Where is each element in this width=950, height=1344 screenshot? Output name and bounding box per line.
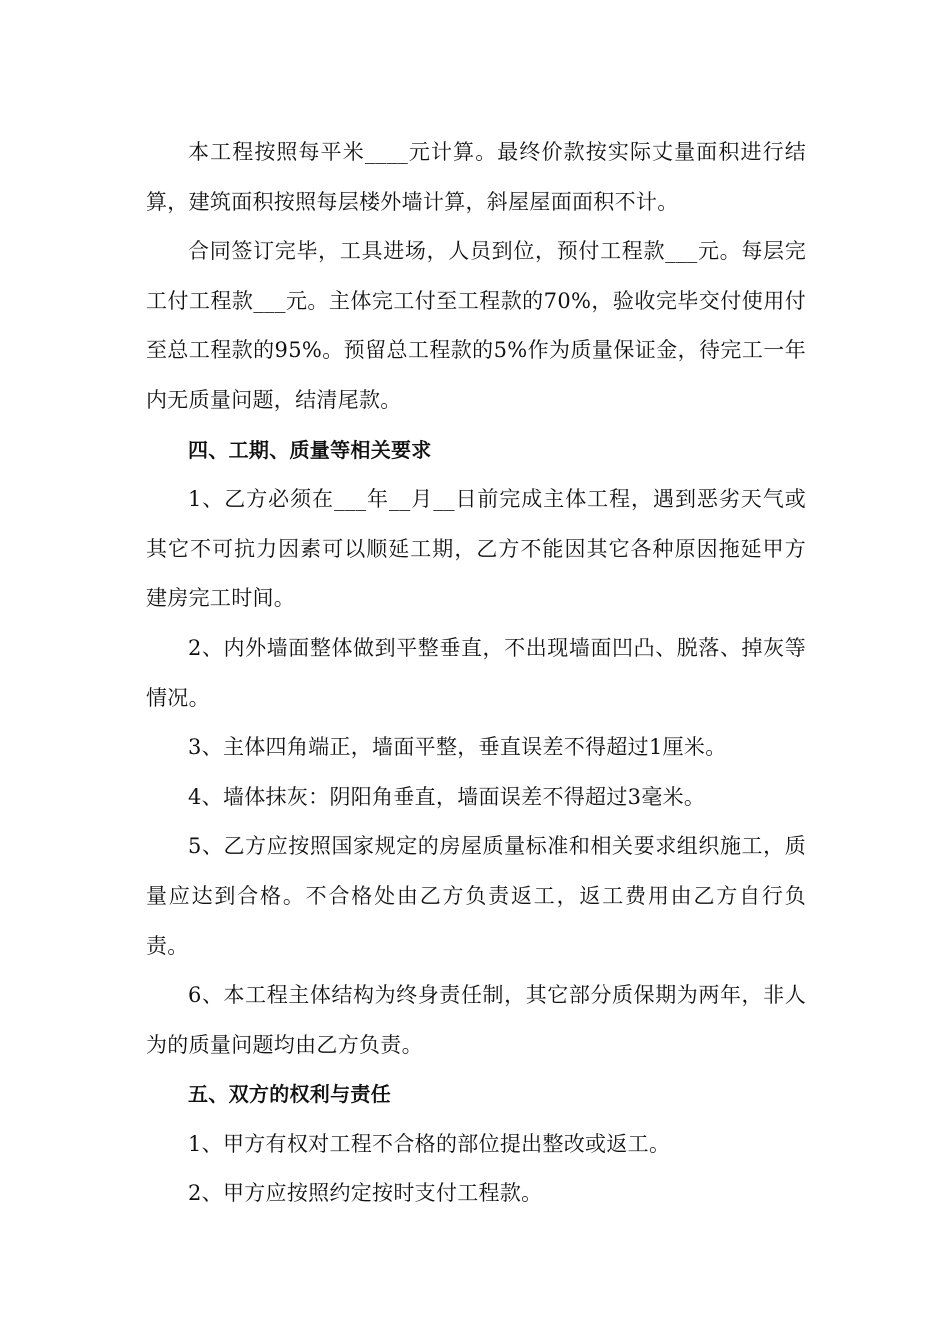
- clause-plastering: 4、墙体抹灰：阴阳角垂直，墙面误差不得超过3毫米。: [188, 784, 706, 809]
- clause-completion-deadline: 1、乙方必须在___年__月__日前完成主体工程，遇到恶劣天气或其它不可抗力因素可以顺延工期，乙方不能因其它各种原因拖延甲方建房完工时间。: [146, 487, 806, 611]
- clause-wall-flatness: 2、内外墙面整体做到平整垂直，不出现墙面凹凸、脱落、掉灰等情况。: [146, 635, 806, 710]
- section-heading-schedule-quality: 四、工期、质量等相关要求: [188, 437, 432, 462]
- clause-rectification-right: 1、甲方有权对工程不合格的部位提出整改或返工。: [188, 1131, 671, 1156]
- paragraph-payment-schedule: 合同签订完毕，工具进场，人员到位，预付工程款___元。每层完工付工程款___元。主体完工付至工程款的70%，验收完毕交付使用付至总工程款的95%。预留总工程款的5%作为质量保证金，待完工一年内无质量问题，结清尾款。: [146, 239, 806, 412]
- section-heading-rights-duties: 五、双方的权利与责任: [188, 1082, 391, 1107]
- clause-corner-alignment: 3、主体四角端正，墙面平整，垂直误差不得超过1厘米。: [188, 735, 727, 760]
- document-page: [146, 128, 806, 1219]
- clause-quality-standard: 5、乙方应按照国家规定的房屋质量标准和相关要求组织施工，质量应达到合格。不合格处由乙方负责返工，返工费用由乙方自行负责。: [146, 834, 806, 958]
- clause-warranty: 6、本工程主体结构为终身责任制，其它部分质保期为两年，非人为的质量问题均由乙方负责。: [146, 983, 806, 1057]
- clause-timely-payment: 2、甲方应按照约定按时支付工程款。: [188, 1181, 543, 1206]
- paragraph-unit-price: 本工程按照每平米____元计算。最终价款按实际丈量面积进行结算，建筑面积按照每层楼外墙计算，斜屋屋面面积不计。: [146, 140, 806, 214]
